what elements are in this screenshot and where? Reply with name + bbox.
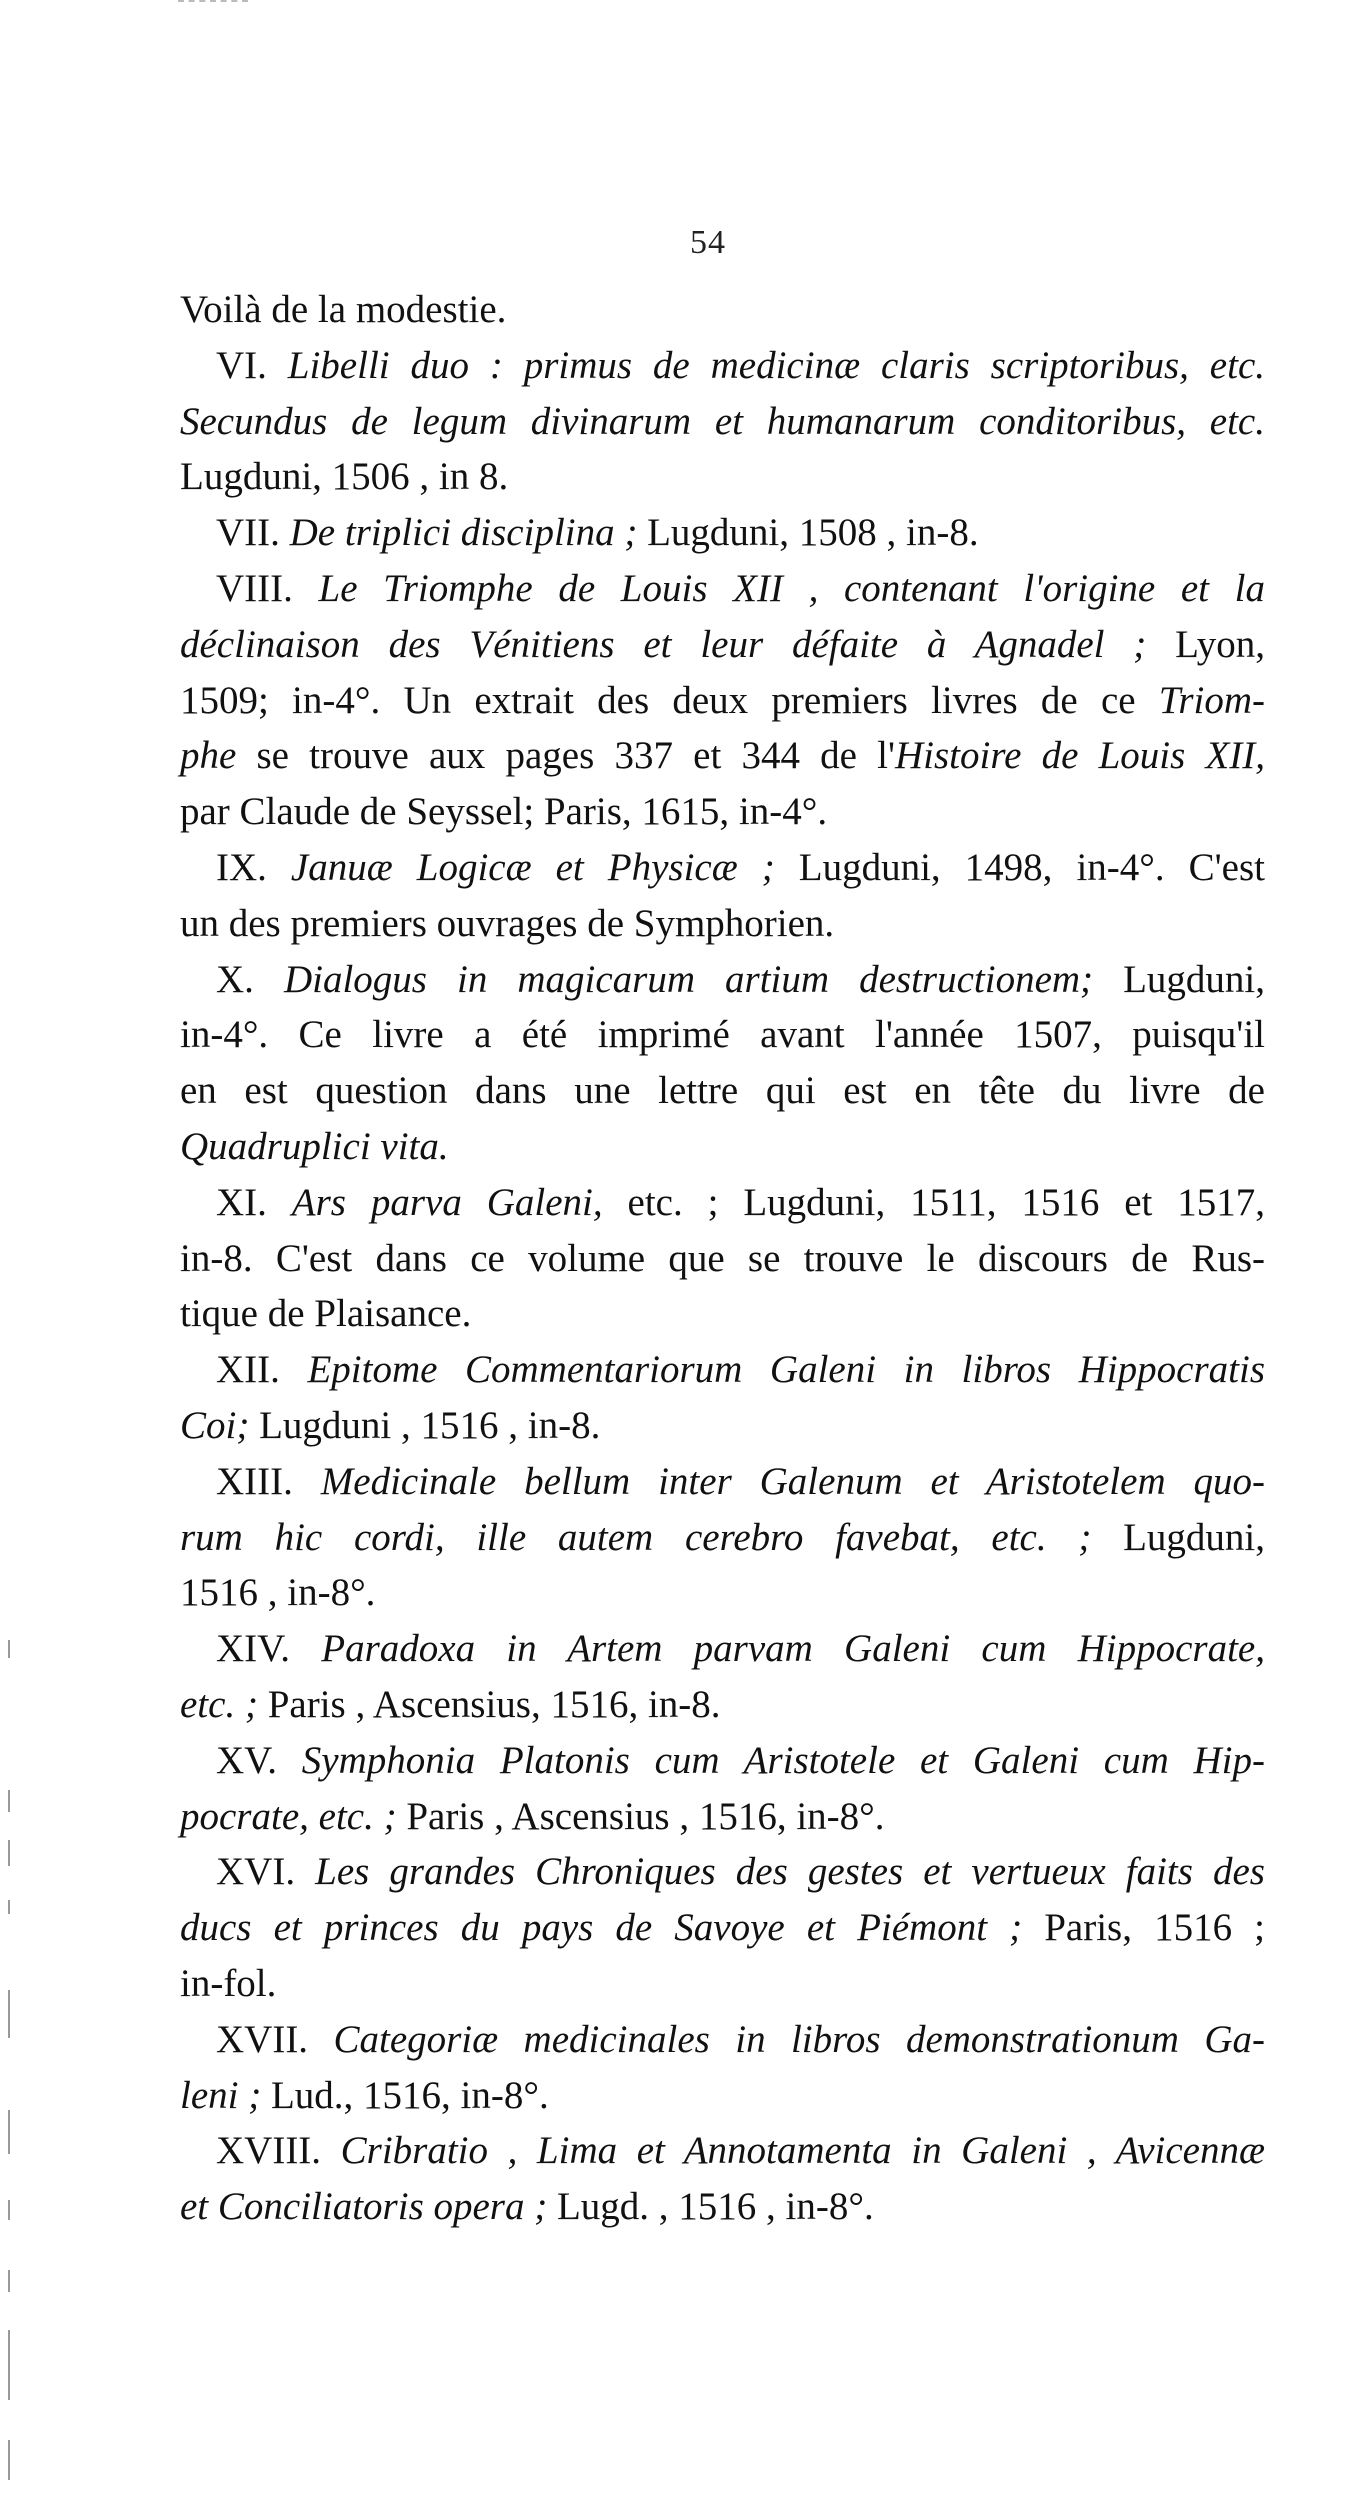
text-block	[180, 282, 1265, 2235]
text-line: XV. Symphonia Platonis cum Aristotele et Galeni cum Hip-	[216, 1738, 1265, 1782]
margin-mark	[8, 1990, 10, 2038]
text-line: 1509; in-4°. Un extrait des deux premiers livres de ce Triom-	[180, 678, 1265, 722]
text-line: XIII. Medicinale bellum inter Galenum et Aristotelem quo-	[216, 1459, 1265, 1503]
text-line: in-4°. Ce livre a été imprimé avant l'année 1507, puisqu'il	[180, 1013, 1265, 1057]
margin-mark	[8, 2200, 10, 2220]
text-line: Quadruplici vita.	[180, 1124, 449, 1168]
text-line: déclinaison des Vénitiens et leur défaite à Agnadel ; Lyon,	[180, 622, 1265, 666]
text-line: VI. Libelli duo : primus de medicinæ claris scriptoribus, etc.	[216, 343, 1266, 387]
margin-mark	[8, 1790, 10, 1812]
margin-mark	[8, 1900, 10, 1914]
margin-mark	[8, 2440, 10, 2480]
text-line: ducs et princes du pays de Savoye et Piémont ; Paris, 1516 ;	[180, 1906, 1265, 1950]
text-line: un des premiers ouvrages de Symphorien.	[180, 901, 835, 945]
text-line: en est question dans une lettre qui est en tête du livre de	[180, 1069, 1265, 1113]
text-line: VIII. Le Triomphe de Louis XII , contenant l'origine et la	[216, 566, 1265, 610]
text-line: leni ; Lud., 1516, in-8°.	[180, 2073, 549, 2117]
margin-mark	[8, 2330, 10, 2400]
text-line: IX. Januæ Logicæ et Physicæ ; Lugduni, 1498, in-4°. C'est	[216, 845, 1265, 889]
text-line: Voilà de la modestie.	[180, 288, 507, 331]
text-line: XI. Ars parva Galeni, etc. ; Lugduni, 1511, 1516 et 1517,	[216, 1180, 1266, 1224]
scan-artifact-dash	[178, 0, 248, 4]
text-line: 1516 , in-8°.	[180, 1571, 376, 1615]
text-line: et Conciliatoris opera ; Lugd. , 1516 , in-8°.	[180, 2185, 874, 2229]
text-line: XVI. Les grandes Chroniques des gestes et vertueux faits des	[216, 1850, 1265, 1894]
text-line: par Claude de Seyssel; Paris, 1615, in-4°.	[180, 790, 828, 834]
text-line: X. Dialogus in magicarum artium destructionem; Lugduni,	[216, 957, 1265, 1001]
text-line: XIV. Paradoxa in Artem parvam Galeni cum Hippocrate,	[216, 1627, 1265, 1671]
page-number: 54	[690, 224, 726, 261]
text-line: rum hic cordi, ille autem cerebro favebat, etc. ; Lugduni,	[180, 1515, 1265, 1559]
text-line: pocrate, etc. ; Paris , Ascensius , 1516, in-8°.	[180, 1794, 885, 1838]
margin-mark	[8, 2270, 10, 2292]
text-line: in-8. C'est dans ce volume que se trouve le discours de Rus-	[180, 1236, 1265, 1280]
text-line: tique de Plaisance.	[180, 1292, 472, 1336]
text-line: Lugduni, 1506 , in 8.	[180, 455, 509, 499]
text-line: phe se trouve aux pages 337 et 344 de l'Histoire de Louis XII,	[180, 734, 1265, 778]
text-line: Coi; Lugduni , 1516 , in-8.	[180, 1403, 601, 1447]
margin-mark	[8, 2110, 10, 2154]
text-line: VII. De triplici disciplina ; Lugduni, 1508 , in-8.	[216, 511, 979, 555]
text-line: etc. ; Paris , Ascensius, 1516, in-8.	[180, 1682, 721, 1726]
text-line: XVII. Categoriæ medicinales in libros demonstrationum Ga-	[216, 2017, 1266, 2061]
text-line: XII. Epitome Commentariorum Galeni in libros Hippocratis	[216, 1348, 1265, 1392]
text-line: Secundus de legum divinarum et humanarum conditoribus, etc.	[180, 399, 1265, 443]
margin-mark	[8, 1840, 10, 1866]
text-line: in-fol.	[180, 1961, 277, 2005]
margin-mark	[8, 1640, 10, 1658]
text-line: XVIII. Cribratio , Lima et Annotamenta in Galeni , Avicennæ	[216, 2129, 1265, 2173]
